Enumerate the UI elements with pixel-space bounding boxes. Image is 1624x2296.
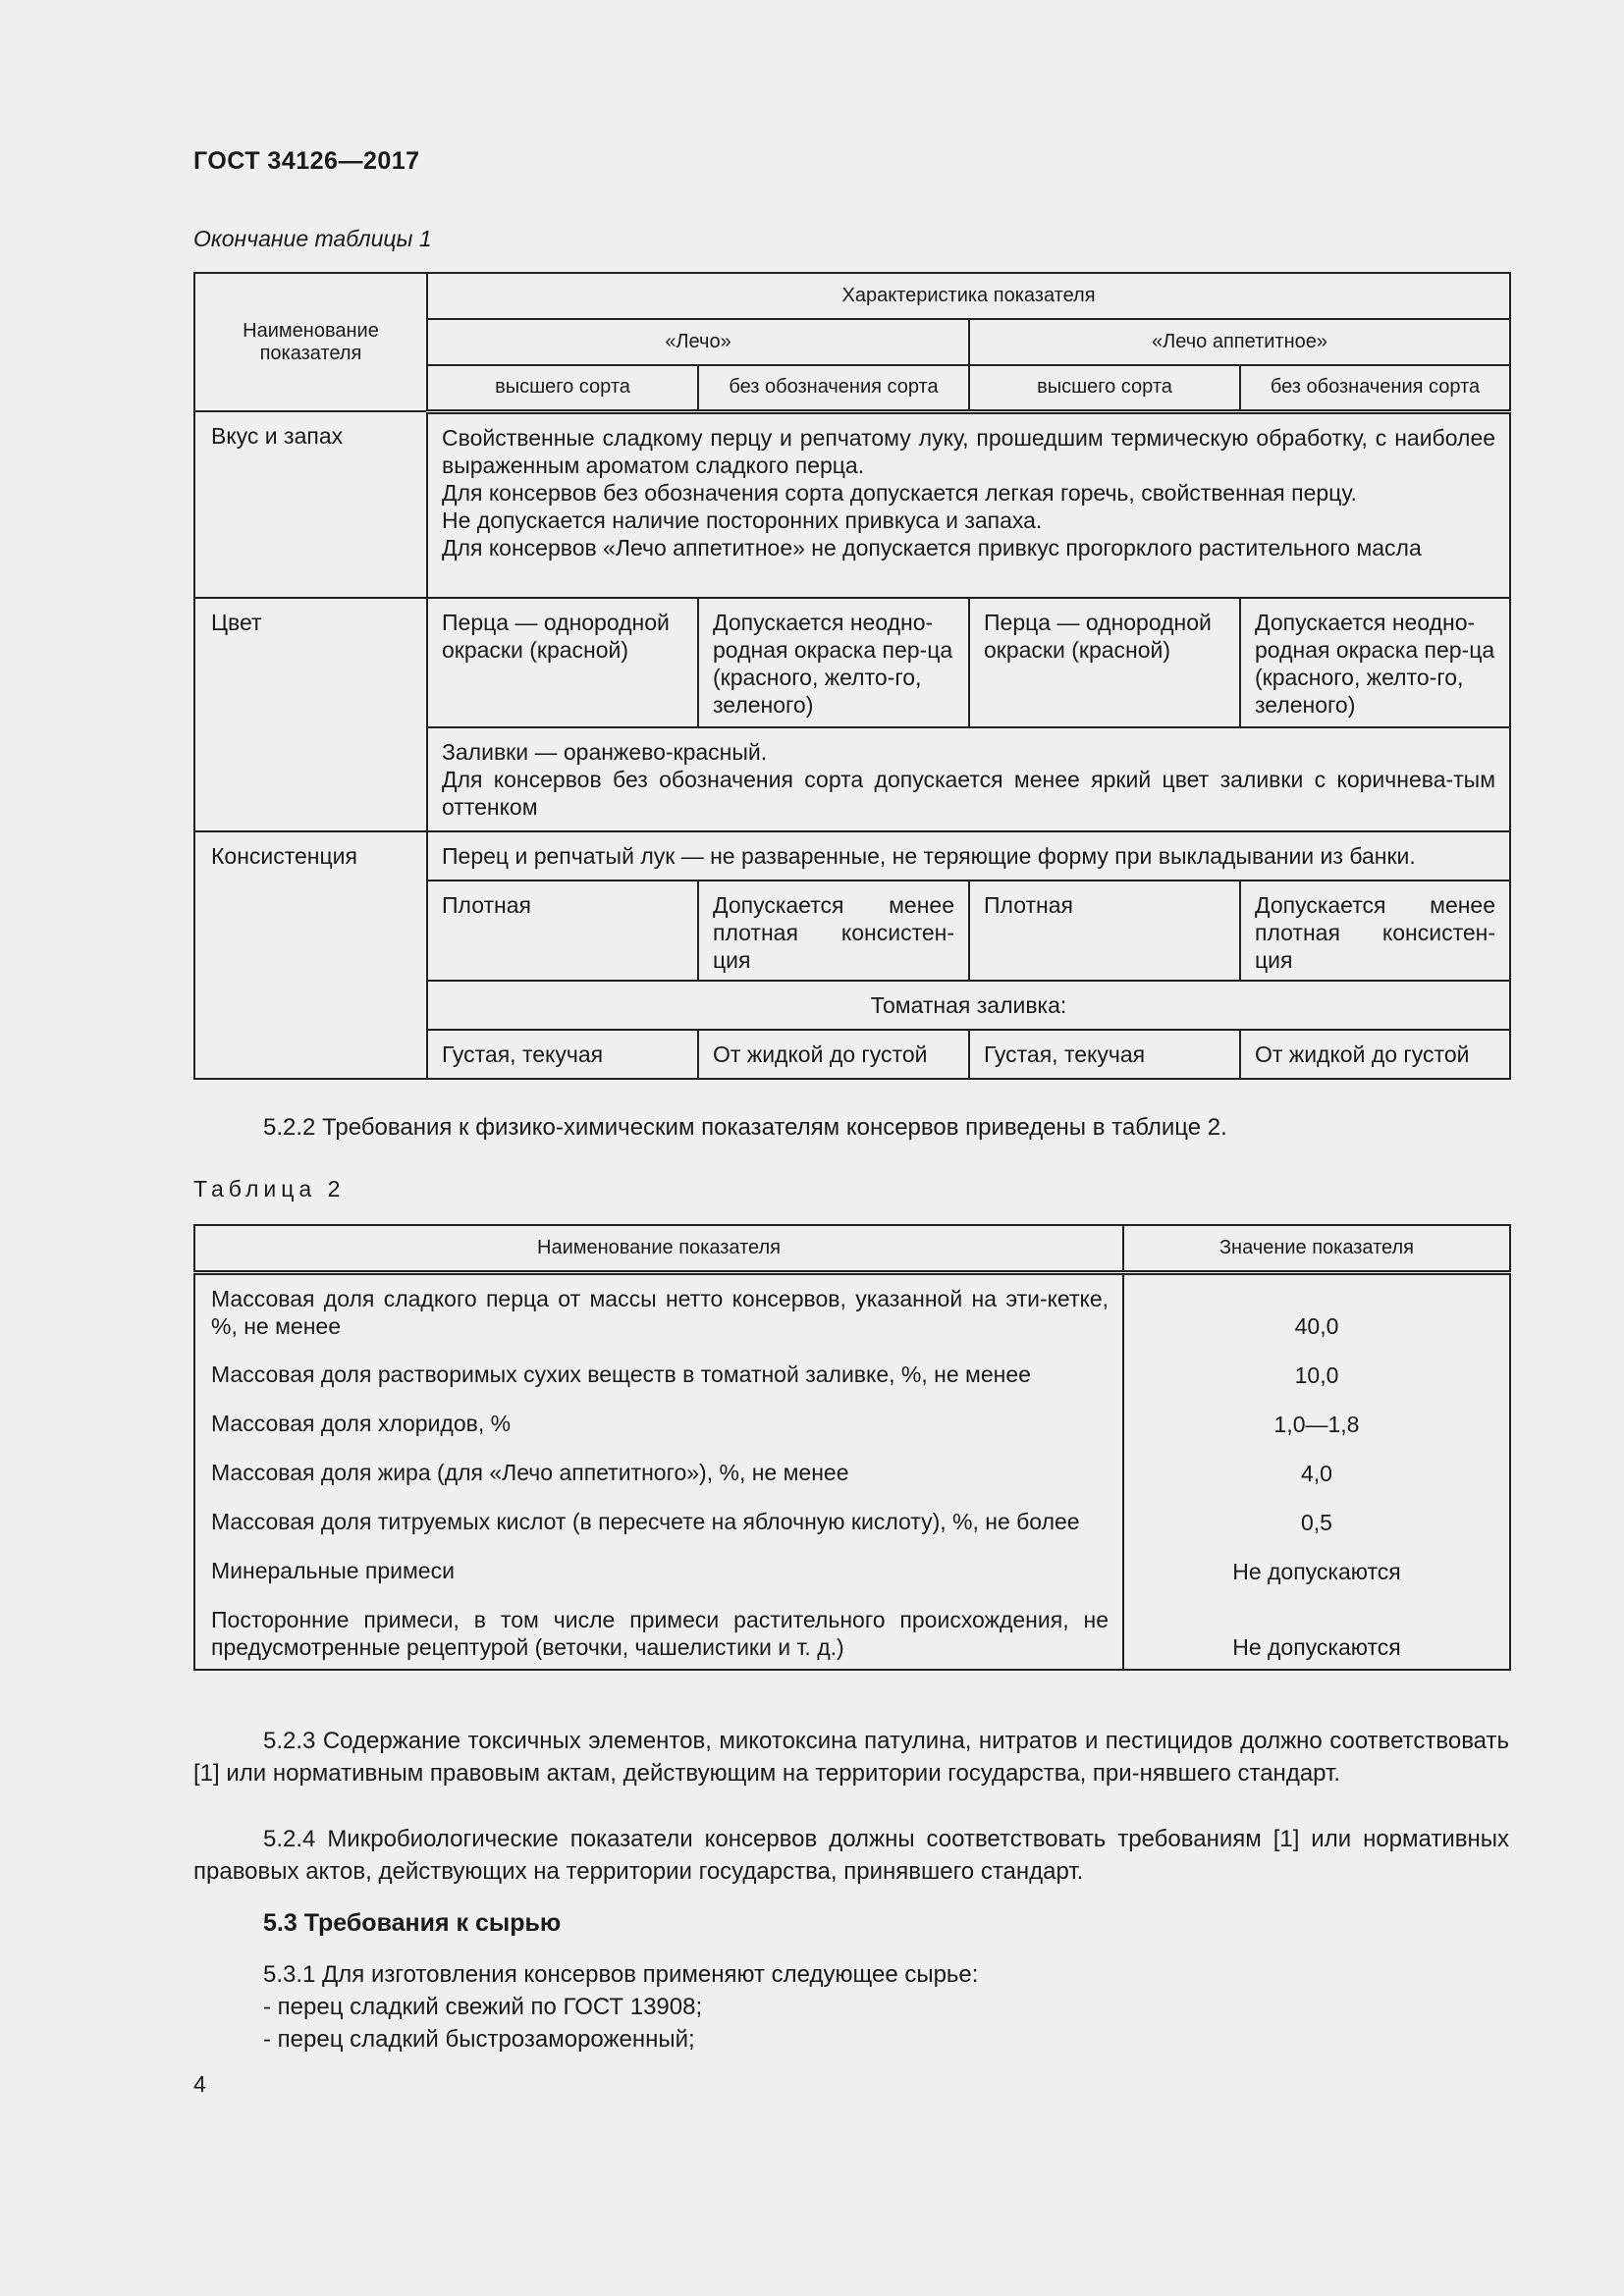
t1-consistency-none-2: Допускается менее плотная консистен-ция [1240,881,1510,981]
table-1 [193,272,1511,1080]
t1-color-fill-line-1: Заливки — оранжево-красный. [442,739,768,765]
t1-taste-line-3: Не допускается наличие посторонних привкуса и запаха. [442,507,1043,533]
t1-col-name-header: Наименование показателя [194,273,427,411]
t1-consistency-general: Перец и репчатый лук — не разваренные, не теряющие форму при выкладывании из банки. [427,831,1510,881]
t2-row-4-name: Массовая доля жира (для «Лечо аппетитного»), %, не менее [194,1459,1123,1508]
t1-color-high-1: Перца — однородной окраски (красной) [427,598,698,727]
t2-col-value-header: Значение показателя [1123,1225,1510,1273]
paragraph-5-3-1: 5.3.1 Для изготовления консервов применяют следующее сырье: [263,1961,979,1988]
document-code: ГОСТ 34126—2017 [193,147,420,175]
t1-consistency-high-1: Плотная [427,881,698,981]
t1-consistency-high-2: Плотная [969,881,1240,981]
t1-color-none-2: Допускается неодно-родная окраска пер-ца (красного, желто-го, зеленого) [1240,598,1510,727]
t1-color-name: Цвет [194,598,427,831]
t2-row-7-name: Посторонние примеси, в том числе примеси растительного происхождения, не предусмотренные рецептурой (веточки, чашелистики и т. д.) [194,1606,1123,1670]
t2-row-3-value: 1,0—1,8 [1123,1410,1510,1459]
page-number: 4 [193,2071,206,2097]
t1-tomato-high-2: Густая, текучая [969,1030,1240,1079]
section-5-3-title: 5.3 Требования к сырью [263,1909,562,1937]
t1-grade-none-2: без обозначения сорта [1240,365,1510,411]
t1-grade-high-2: высшего сорта [969,365,1240,411]
t1-color-high-2: Перца — однородной окраски (красной) [969,598,1240,727]
t1-taste-line-4: Для консервов «Лечо аппетитное» не допускается привкус прогорклого растительного масла [442,534,1422,561]
paragraph-5-2-2: 5.2.2 Требования к физико-химическим показателям консервов приведены в таблице 2. [263,1114,1227,1141]
list-item: - перец сладкий свежий по ГОСТ 13908; [263,1994,703,2020]
t2-row-3-name: Массовая доля хлоридов, % [194,1410,1123,1459]
table2-caption: Таблица 2 [193,1176,346,1201]
t1-consistency-none-1: Допускается менее плотная консистен-ция [698,881,969,981]
paragraph-5-2-3: 5.2.3 Содержание токсичных элементов, микотоксина патулина, нитратов и пестицидов должно соответствовать [1] или нормативным правовым актам, действующим на территории государства, при-нявшего стандарт. [193,1728,1509,1787]
t2-row-6-name: Минеральные примеси [194,1557,1123,1606]
table-2 [193,1224,1511,1671]
t1-consistency-name: Консистенция [194,831,427,1079]
paragraph-5-2-4: 5.2.4 Микробиологические показатели консервов должны соответствовать требованиям [1] или нормативных правовых актов, действующих на территории государства, принявшего стандарт. [193,1826,1509,1885]
t1-color-fill-line-2: Для консервов без обозначения сорта допускается менее яркий цвет заливки с коричнева-тым оттенком [442,767,1496,820]
t1-grade-none-1: без обозначения сорта [698,365,969,411]
t1-tomato-none-1: От жидкой до густой [698,1030,969,1079]
t1-tomato-none-2: От жидкой до густой [1240,1030,1510,1079]
t1-grade-high-1: высшего сорта [427,365,698,411]
t1-tomato-high-1: Густая, текучая [427,1030,698,1079]
table1-caption: Окончание таблицы 1 [193,226,432,251]
t2-row-2-value: 10,0 [1123,1361,1510,1410]
t2-row-1-name: Массовая доля сладкого перца от массы нетто консервов, указанной на эти-кетке, %, не менее [194,1273,1123,1362]
t1-taste-line-1: Свойственные сладкому перцу и репчатому луку, прошедшим термическую обработку, с наиболее выраженным ароматом сладкого перца. [442,424,1496,478]
t2-row-7-value: Не допускаются [1123,1606,1510,1670]
t1-taste-line-2: Для консервов без обозначения сорта допускается легкая горечь, свойственная перцу. [442,479,1357,506]
t1-taste-name: Вкус и запах [194,411,427,598]
t2-row-4-value: 4,0 [1123,1459,1510,1508]
t1-taste-text [427,411,1510,598]
t2-row-6-value: Не допускаются [1123,1557,1510,1606]
t1-col-char-header: Характеристика показателя [427,273,1510,319]
t1-color-fill [427,727,1510,831]
t2-row-2-name: Массовая доля растворимых сухих веществ в томатной заливке, %, не менее [194,1361,1123,1410]
t2-row-5-value: 0,5 [1123,1508,1510,1557]
t1-product-2-header: «Лечо аппетитное» [969,319,1510,365]
t1-tomato-header: Томатная заливка: [427,981,1510,1030]
t2-row-1-value: 40,0 [1123,1273,1510,1362]
t2-row-5-name: Массовая доля титруемых кислот (в пересчете на яблочную кислоту), %, не более [194,1508,1123,1557]
t1-product-1-header: «Лечо» [427,319,969,365]
list-item: - перец сладкий быстрозамороженный; [263,2026,695,2053]
t1-color-none-1: Допускается неодно-родная окраска пер-ца (красного, желто-го, зеленого) [698,598,969,727]
t2-col-name-header: Наименование показателя [194,1225,1123,1273]
raw-material-list [263,1958,978,2056]
